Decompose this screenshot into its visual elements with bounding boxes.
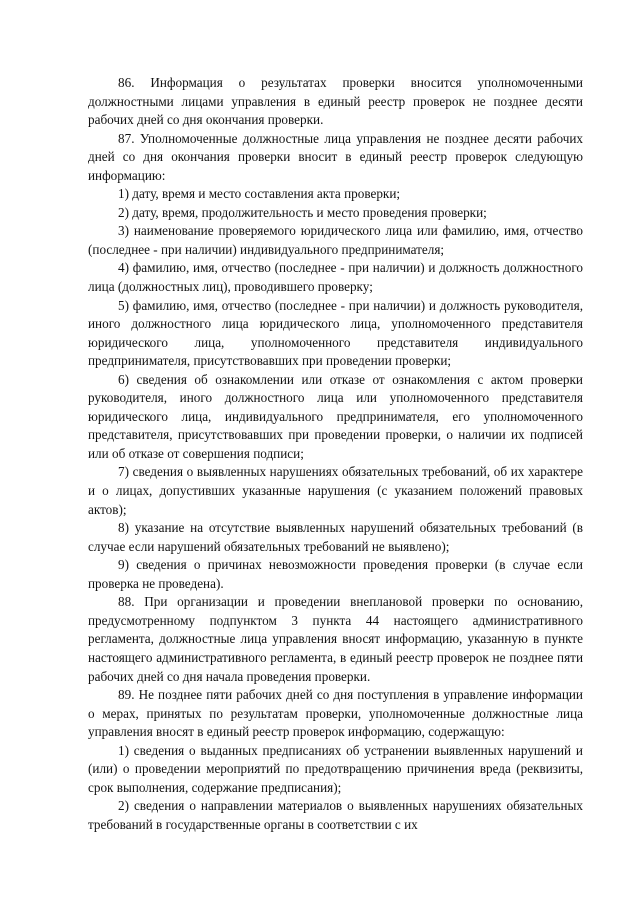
list-item-87-3: 3) наименование проверяемого юридического лица или фамилию, имя, отчество (последнее - при наличии) индивидуального предпринимателя; [88, 223, 583, 257]
paragraph-87: 87. Уполномоченные должностные лица управления не позднее десяти рабочих дней со дня окончания проверки вносит в единый реестр проверок следующую информацию: [88, 130, 583, 183]
document-page [88, 74, 583, 834]
list-item-87-7: 7) сведения о выявленных нарушениях обязательных требований, об их характере и о лицах, допустивших указанные нарушения (с указанием положений правовых актов); [88, 464, 583, 517]
list-item-87-2: 2) дату, время, продолжительность и место проведения проверки; [118, 204, 487, 220]
list-item-87-1: 1) дату, время и место составления акта проверки; [118, 186, 401, 202]
list-item-87-4: 4) фамилию, имя, отчество (последнее - при наличии) и должность должностного лица (должностных лиц), проводившего проверку; [88, 260, 583, 295]
list-item-87-5: 5) фамилию, имя, отчество (последнее - при наличии) и должность руководителя, иного должностного лица юридического лица, уполномоченного представителя юридического лица, уполномоченного представителя индивидуального предпринимателя, присутствовавших при проведении проверки; [88, 297, 583, 369]
list-item-87-6: 6) сведения об ознакомлении или отказе от ознакомления с актом проверки руководителя, иного должностного лица или уполномоченного представителя юридического лица, индивидуального предпринимателя, его уполномоченного представителя, присутствовавших при проведении проверки, о наличии их подписей или об отказе от совершения подписи; [88, 371, 583, 461]
paragraph-88: 88. При организации и проведении внеплановой проверки по основанию, предусмотренному подпунктом 3 пункта 44 настоящего административного регламента, должностные лица управления вносят информацию, указанную в пункте настоящего административного регламента, в единый реестр проверок не позднее пяти рабочих дней со дня начала проведения проверки. [88, 594, 583, 684]
list-item-87-9: 9) сведения о причинах невозможности проведения проверки (в случае если проверка не проведена). [88, 557, 583, 591]
list-item-87-8: 8) указание на отсутствие выявленных нарушений обязательных требований (в случае если нарушений обязательных требований не выявлено); [88, 520, 583, 554]
paragraph-89: 89. Не позднее пяти рабочих дней со дня поступления в управление информации о мерах, принятых по результатам проверки, уполномоченные должностные лица управления вносят в единый реестр проверок информацию, содержащую: [88, 687, 583, 740]
list-item-89-1: 1) сведения о выданных предписаниях об устранении выявленных нарушений и (или) о проведении мероприятий по предотвращению причинения вреда (реквизиты, срок выполнения, содержание предписания); [88, 742, 583, 795]
list-item-89-2: 2) сведения о направлении материалов о выявленных нарушениях обязательных требований в государственные органы в соответствии с их [88, 798, 583, 832]
paragraph-86: 86. Информация о результатах проверки вносится уполномоченными должностными лицами управления в единый реестр проверок не позднее десяти рабочих дней со дня окончания проверки. [88, 75, 583, 128]
